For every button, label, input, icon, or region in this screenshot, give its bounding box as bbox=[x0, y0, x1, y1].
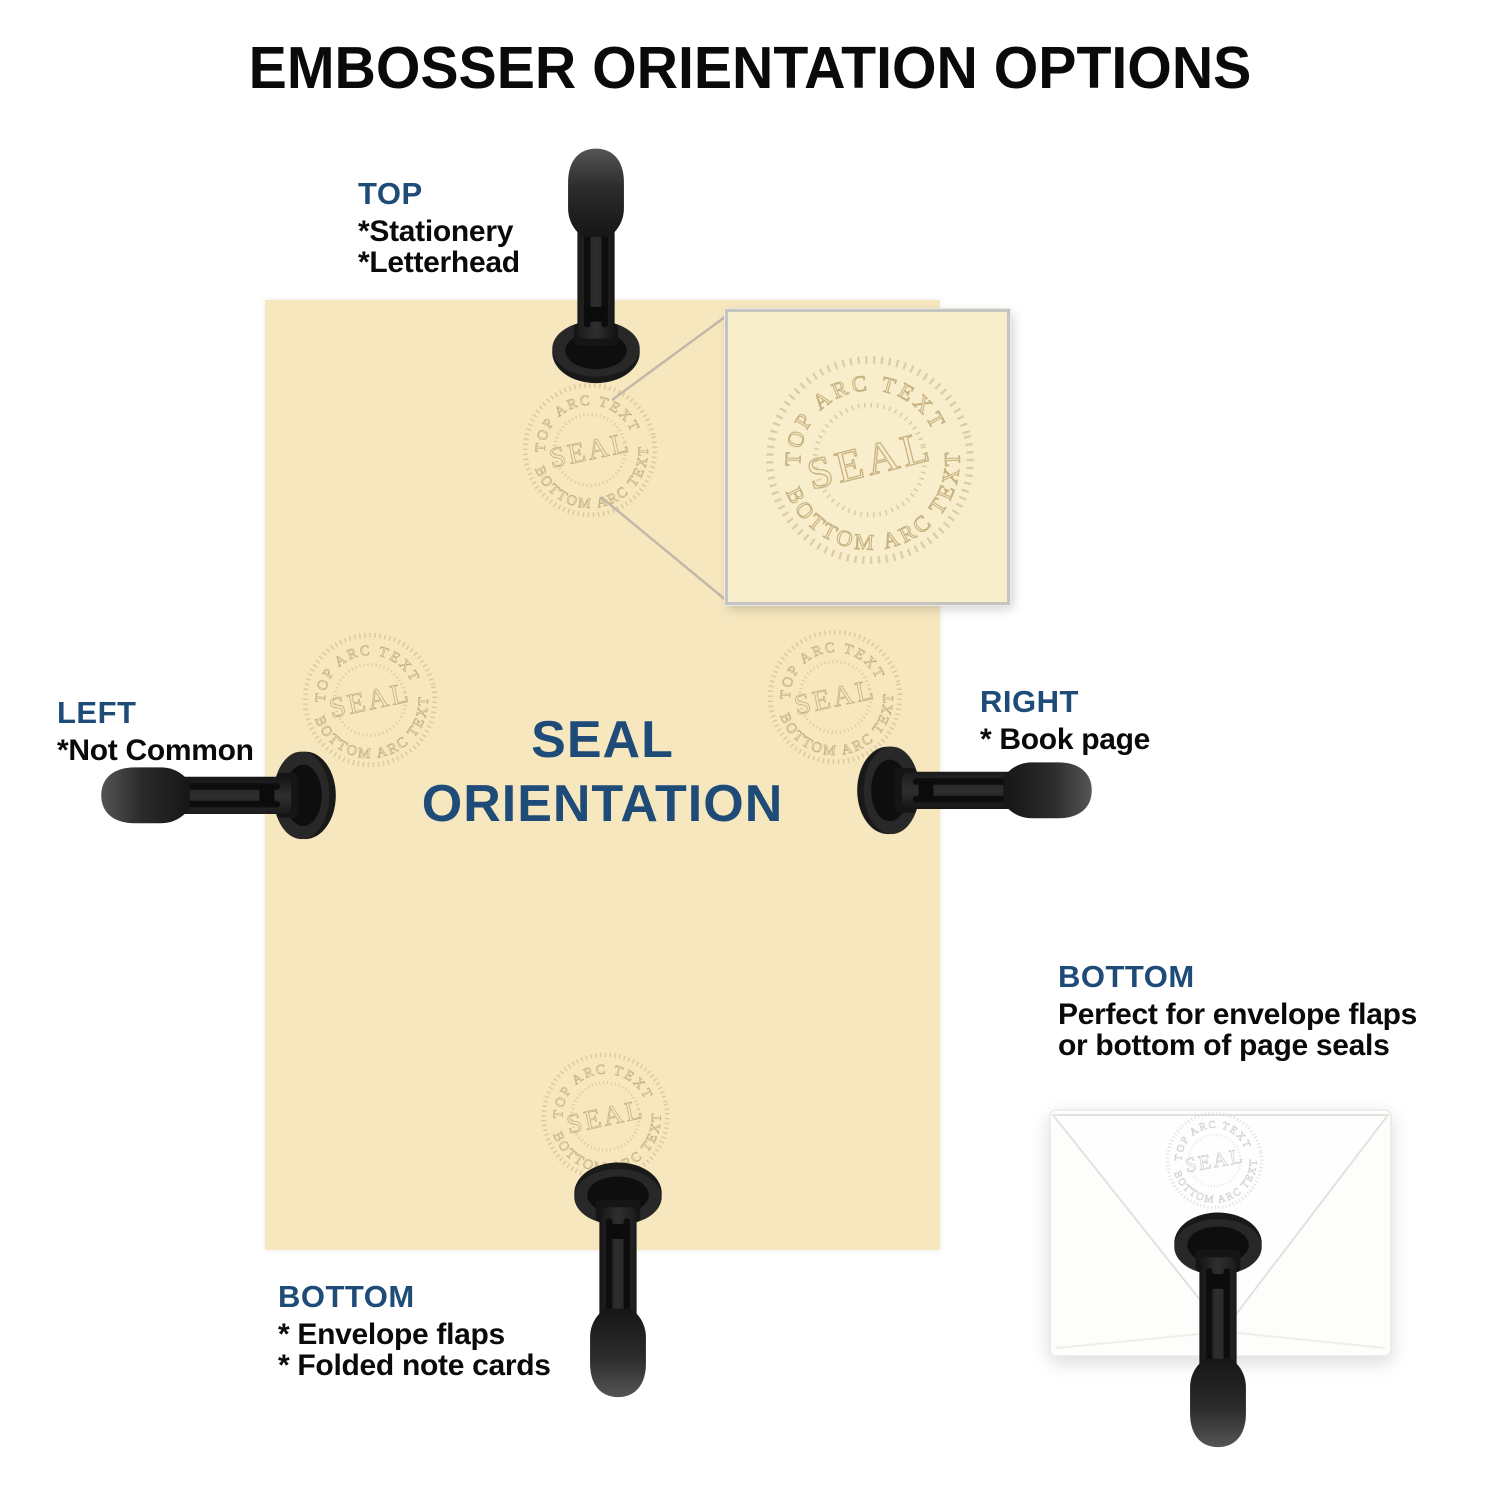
label-bottom-left bbox=[278, 1281, 551, 1381]
seal-imprint-envelope bbox=[1151, 1097, 1277, 1223]
label-top-line: *Stationery bbox=[358, 215, 514, 248]
label-bottom-right-line: Perfect for envelope flaps bbox=[1058, 998, 1417, 1031]
label-bottom-right-heading: BOTTOM bbox=[1058, 959, 1195, 994]
label-left-line: *Not Common bbox=[57, 734, 254, 767]
embosser-envelope bbox=[1162, 1211, 1274, 1453]
page-title: EMBOSSER ORIENTATION OPTIONS bbox=[248, 35, 1252, 101]
embosser-bottom bbox=[562, 1161, 674, 1403]
seal-zoom-inset bbox=[725, 309, 1010, 605]
label-right-heading: RIGHT bbox=[980, 684, 1079, 719]
label-bottom-left-line: * Folded note cards bbox=[278, 1349, 551, 1382]
seal-orientation-line2: ORIENTATION bbox=[421, 775, 784, 833]
embosser-left bbox=[96, 739, 338, 851]
label-top-line: *Letterhead bbox=[358, 246, 520, 279]
seal-imprint-top bbox=[501, 361, 679, 539]
label-right-line: * Book page bbox=[980, 723, 1151, 756]
embosser-right bbox=[855, 734, 1097, 846]
seal-orientation-heading bbox=[265, 708, 940, 836]
seal-imprint-inset bbox=[729, 319, 1010, 600]
label-bottom-left-line: * Envelope flaps bbox=[278, 1318, 505, 1351]
label-bottom-left-heading: BOTTOM bbox=[278, 1279, 415, 1314]
embosser-top bbox=[540, 143, 652, 385]
label-bottom-right bbox=[1058, 961, 1417, 1061]
label-top-heading: TOP bbox=[358, 176, 423, 211]
label-bottom-right-line: or bottom of page seals bbox=[1058, 1029, 1390, 1062]
seal-orientation-line1: SEAL bbox=[531, 711, 674, 769]
label-top bbox=[358, 178, 520, 278]
label-left-heading: LEFT bbox=[57, 695, 137, 730]
